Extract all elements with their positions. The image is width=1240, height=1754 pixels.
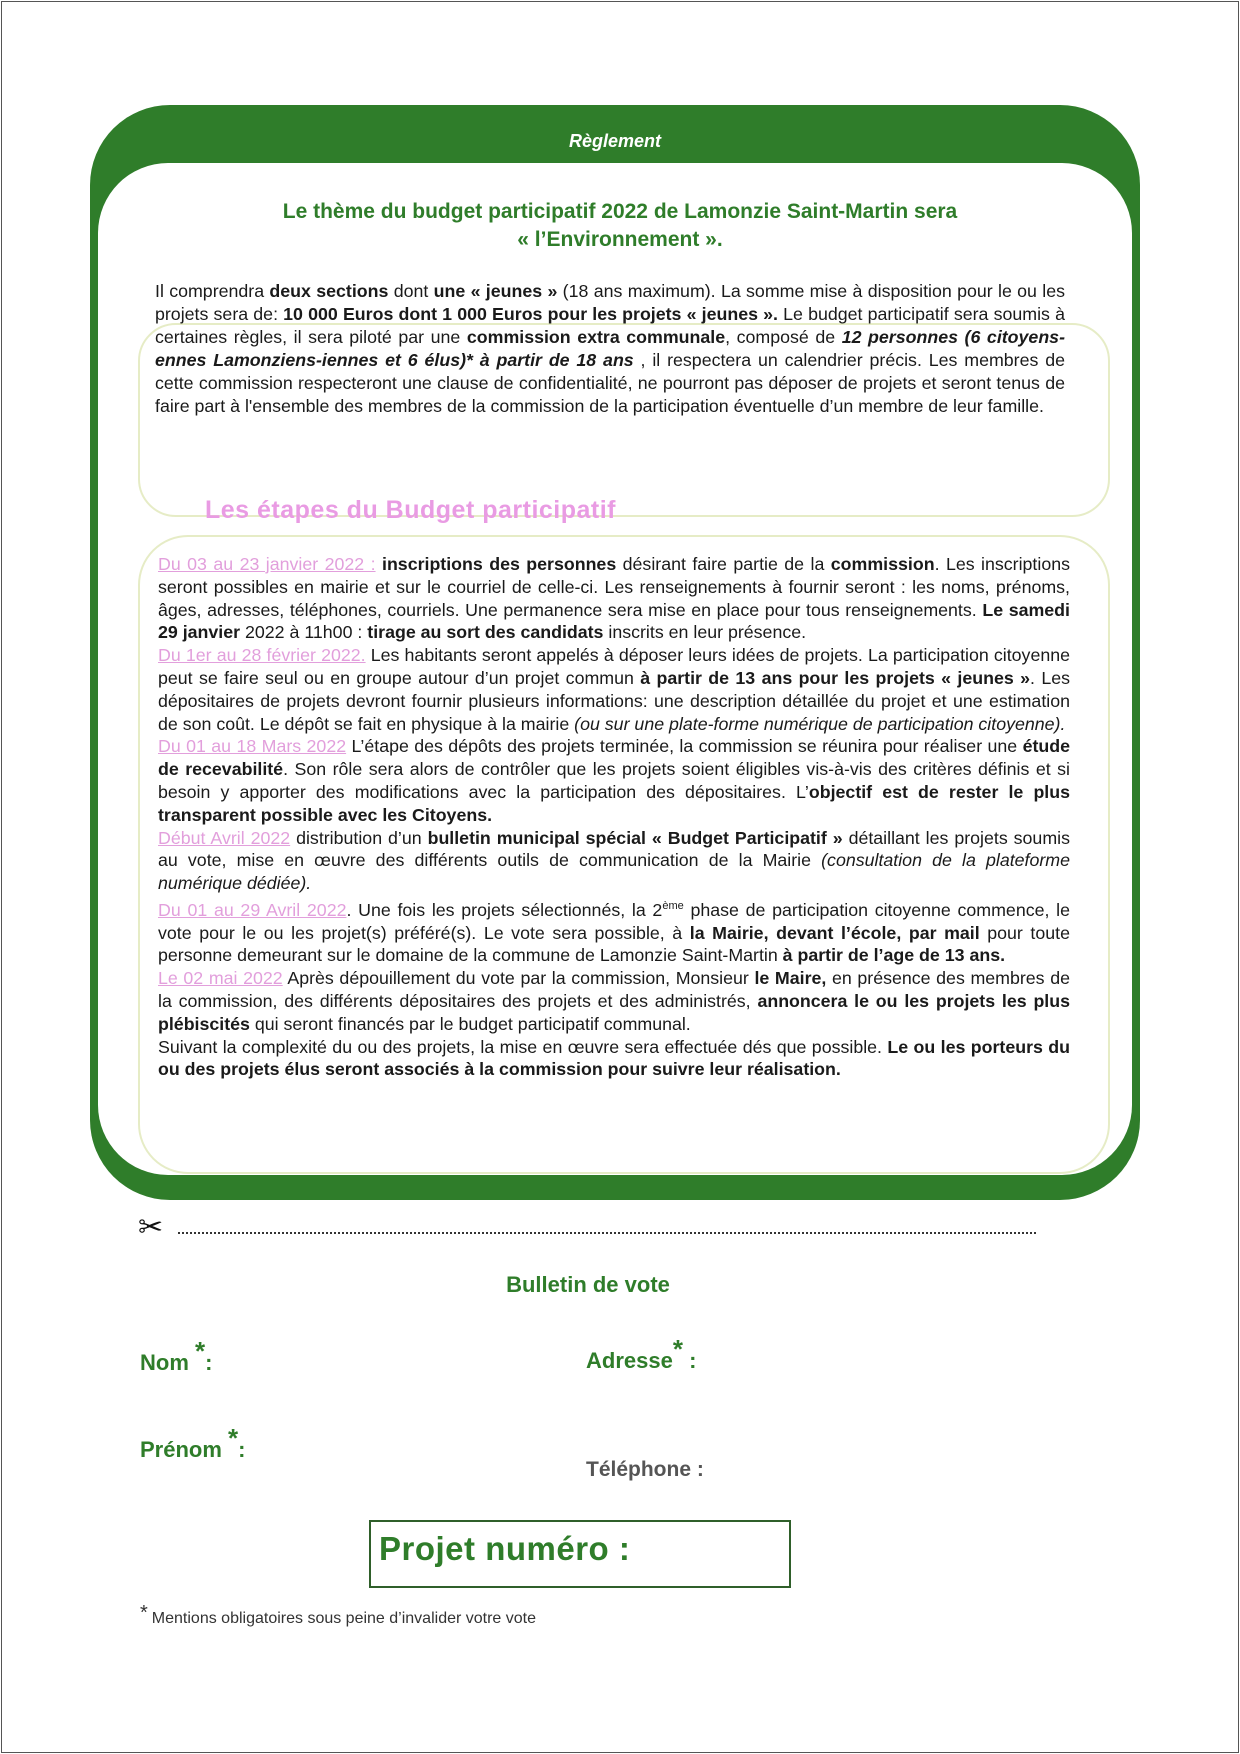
step-date: Du 1er au 28 février 2022. [158,645,366,666]
bold-text: inscriptions des personnes [382,554,617,574]
adresse-label [586,1334,697,1375]
reglement-title: Règlement [568,131,662,151]
cut-line [138,1211,1038,1244]
bold-italic-text: 12 personnes (6 citoyens-ennes Lamonziens-iennes et 6 élus)* à partir de 18 ans [155,327,1065,370]
step-date: Du 03 au 23 janvier 2022 : [158,554,376,574]
intro-paragraph [155,280,1065,418]
bold-text: objectif est de rester le plus transparent possible avec les Citoyens. [158,781,1071,825]
text: détaillant les projets soumis au vote, mise en œuvre des différents outils de communication de la Mairie [158,827,1070,871]
theme-line-1: Le thème du budget participatif 2022 de Lamonzie Saint-Martin sera [282,200,958,223]
prenom-label [140,1423,246,1464]
step-5 [158,895,1070,967]
bold-text: deux sections [269,281,389,301]
text: distribution d’un [290,827,428,848]
step-6 [158,967,1070,1035]
bold-text: à partir de 13 ans pour les projets « jeunes » [640,667,1031,688]
mandatory-footnote [140,1602,537,1629]
superscript: ème [662,899,684,912]
italic-text: (ou sur une plate-forme numérique de participation citoyenne). [574,713,1066,734]
bold-text: Le samedi 29 janvier [158,599,1070,643]
step-3 [158,735,1070,826]
text: 2022 à 11h00 : [240,622,368,643]
text: phase de participation citoyenne commence, le vote pour le ou les projet(s) préféré(s). Le vote sera possible, à [158,899,1070,943]
colon: : [205,1350,213,1375]
required-star: * [228,1423,239,1453]
text: Les habitants seront appelés à déposer leurs idées de projets. La participation citoyenne peut se faire seul ou en groupe autour d’un projet commun [158,645,1070,688]
label-text: Prénom [140,1437,222,1462]
nom-label [140,1336,213,1377]
steps-list [158,553,1070,1081]
text: . Les inscriptions seront possibles en mairie et sur le courriel de celle-ci. Les renseignements à fournir seront : les noms, prénoms, âges, adresses, téléphones, courriels. Une permanence sera mise en place pour tous renseignements. [158,554,1070,620]
step-2 [158,644,1070,735]
bold-text: à partir de l’age de 13 ans. [782,945,1006,966]
text: Le budget participatif sera soumis à certaines règles, il sera piloté par une [155,304,1065,347]
colon: : [689,1348,697,1373]
projet-numero-label: Projet numéro : [379,1530,631,1567]
bold-text: commission [830,554,935,574]
text: désirant faire partie de la [616,554,831,574]
text: L’étape des dépôts des projets terminée, la commission se réunira pour réaliser une [346,736,1023,757]
italic-text: (consultation de la plateforme numérique dédiée). [158,850,1070,894]
telephone-label: Téléphone : [586,1458,704,1481]
label-text: Adresse [586,1348,673,1373]
theme-heading [0,198,1240,254]
text: qui seront financés par le budget participatif communal. [249,1013,691,1034]
text: . Son rôle sera alors de contrôler que les projets soient éligibles vis-à-vis des critères définis et si besoin y apporter des modifications avec la participation des dépositaires. L’ [158,759,1070,802]
bold-text: Le ou les porteurs du ou des projets élus seront associés à la commission pour suivre leur réalisation. [158,1036,1070,1080]
colon: : [238,1437,246,1462]
bold-text: le Maire, [754,968,827,989]
step-1 [158,553,1070,644]
required-star: * [672,1334,683,1364]
text: Suivant la complexité du ou des projets, la mise en œuvre sera effectuée dés que possible. [158,1036,888,1057]
text: . Une fois les projets sélectionnés, la 2 [346,899,663,920]
text: inscrits en leur présence. [603,622,807,643]
step-7 [158,1036,1070,1082]
step-date: Du 01 au 18 Mars 2022 [158,736,347,757]
steps-heading: Les étapes du Budget participatif [205,496,617,524]
scissors-icon: ✂ [138,1211,164,1244]
bold-text: tirage au sort des candidats [367,622,604,643]
step-date: Du 01 au 29 Avril 2022 [158,899,347,920]
text: , composé de [725,327,842,347]
footnote-star: * [140,1602,148,1624]
theme-line-2: « l’Environnement ». [517,228,723,251]
step-date: Le 02 mai 2022 [158,968,283,989]
bold-text: commission extra communale [466,327,726,347]
bold-text: annoncera le ou les projets les plus plébiscités [158,991,1070,1034]
bold-text: la Mairie, devant l’école, par mail [689,922,980,943]
text: pour toute personne demeurant sur le domaine de la commune de Lamonzie Saint-Martin [158,922,1070,966]
required-star: * [195,1336,206,1366]
text: , il respectera un calendrier précis. Les membres de cette commission respecteront une clause de confidentialité, ne pourront pas déposer de projets et seront tenus de faire part à l'ensemble des membres de la commission de la participation éventuelle d’un membre de leur famille. [155,350,1065,416]
projet-numero-box[interactable] [369,1520,791,1588]
text: (18 ans maximum). La somme mise à disposition pour le ou les projets sera de: [155,281,1065,324]
bold-text: étude de recevabilité [158,736,1071,780]
step-date: Début Avril 2022 [158,827,291,848]
step-4 [158,827,1070,895]
text: Après dépouillement du vote par la commission, Monsieur [282,968,755,989]
footnote-text: Mentions obligatoires sous peine d’invalider votre vote [151,1610,537,1627]
bold-text: bulletin municipal spécial « Budget Participatif » [427,827,843,848]
text: . Les dépositaires de projets devront fournir plusieurs informations: une description détaillée du projet et une estimation de son coût. Le dépôt se fait en physique à la mairie [158,667,1070,734]
text: dont [388,281,434,301]
dotted-line [178,1232,1036,1234]
ballot-title: Bulletin de vote [506,1272,670,1297]
text: Il comprendra [155,281,270,301]
label-text: Nom [140,1350,189,1375]
bold-text: une « jeunes » [433,281,558,301]
bold-text: 10 000 Euros dont 1 000 Euros pour les projets « jeunes ». [283,304,778,324]
text: en présence des membres de la commission, des différents dépositaires des projets et des administrés, [158,968,1070,1012]
